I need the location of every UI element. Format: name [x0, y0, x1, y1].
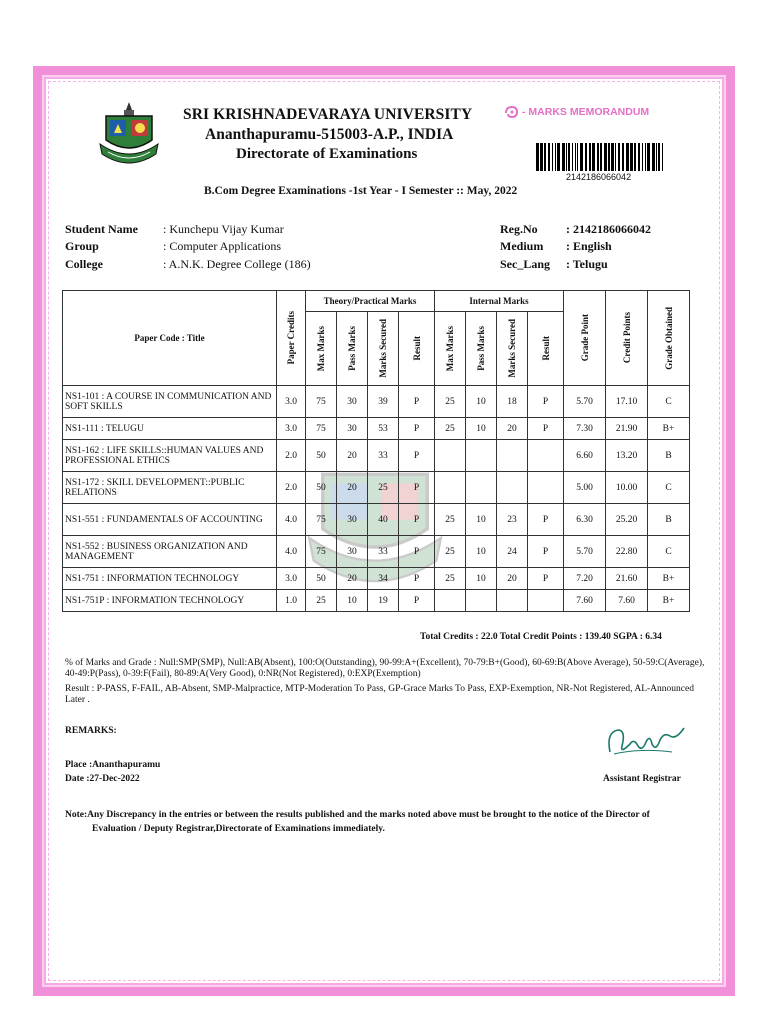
table-row: [63, 440, 690, 472]
internal-secured-cell: [497, 472, 528, 504]
credit-points-cell: 25.20: [606, 504, 648, 536]
credits-cell: 4.0: [277, 536, 306, 568]
barcode-bar: [562, 143, 565, 171]
barcode-number: 2142186066042: [566, 172, 632, 182]
internal-pass-cell: [466, 590, 497, 612]
university-logo: [96, 100, 162, 170]
internal-result-cell: P: [528, 504, 564, 536]
internal-pass-cell: 10: [466, 568, 497, 590]
internal-result-cell: [528, 472, 564, 504]
result-legend: Result : P-PASS, F-FAIL, AB-Absent, SMP-Malpractice, MTP-Moderation To Pass, GP-Grace Marks To Pass, EXP-Exemption, NR-Not Registered, AL-Announced Later .: [65, 684, 694, 705]
grade-point-cell: 7.60: [564, 590, 606, 612]
credit-points-cell: 13.20: [606, 440, 648, 472]
internal-result-cell: P: [528, 568, 564, 590]
barcode-bar: [604, 143, 607, 171]
grade-cell: C: [648, 536, 690, 568]
signature: [600, 722, 690, 762]
theory-header: Theory/Practical Marks: [306, 291, 435, 312]
title-header: Paper Code : Title: [63, 291, 277, 386]
credit-points-cell: 10.00: [606, 472, 648, 504]
internal-pass-cell: 10: [466, 386, 497, 418]
internal-secured-header: Marks Secured: [507, 319, 517, 378]
internal-max-cell: [435, 440, 466, 472]
note-line-2: Evaluation / Deputy Registrar,Directorate of Examinations immediately.: [92, 824, 385, 834]
theory-pass-cell: 30: [337, 504, 368, 536]
barcode-bar: [622, 143, 624, 171]
barcode-bar: [555, 143, 556, 171]
theory-secured-cell: 25: [368, 472, 399, 504]
barcode-bar: [662, 143, 663, 171]
internal-secured-cell: 20: [497, 418, 528, 440]
paper-title-cell: NS1-751P : INFORMATION TECHNOLOGY: [63, 590, 277, 612]
internal-secured-cell: 24: [497, 536, 528, 568]
theory-result-cell: P: [399, 590, 435, 612]
theory-max-cell: 25: [306, 590, 337, 612]
barcode-bar: [552, 143, 553, 171]
theory-result-cell: P: [399, 568, 435, 590]
internal-pass-cell: [466, 472, 497, 504]
seclang-label: Sec_Lang: [500, 257, 551, 271]
barcode-bar: [536, 143, 539, 171]
table-row: [63, 590, 690, 612]
internal-pass-cell: 10: [466, 536, 497, 568]
theory-result-cell: P: [399, 386, 435, 418]
barcode-bar: [548, 143, 550, 171]
table-row: [63, 568, 690, 590]
theory-result-cell: P: [399, 418, 435, 440]
barcode-bar: [656, 143, 657, 171]
grade-obtained-header: Grade Obtained: [663, 306, 674, 370]
barcode-bar: [600, 143, 602, 171]
internal-secured-cell: [497, 440, 528, 472]
barcode-bar: [647, 143, 650, 171]
barcode-bar: [615, 143, 616, 171]
theory-pass-cell: 20: [337, 568, 368, 590]
internal-result-cell: [528, 590, 564, 612]
internal-secured-cell: 18: [497, 386, 528, 418]
internal-pass-cell: 10: [466, 504, 497, 536]
internal-secured-cell: [497, 590, 528, 612]
paper-title-cell: NS1-101 : A COURSE IN COMMUNICATION AND SOFT SKILLS: [63, 386, 277, 418]
internal-max-cell: 25: [435, 536, 466, 568]
grade-point-cell: 6.30: [564, 504, 606, 536]
credits-cell: 3.0: [277, 386, 306, 418]
internal-pass-cell: 10: [466, 418, 497, 440]
barcode-bar: [658, 143, 660, 171]
theory-secured-cell: 33: [368, 440, 399, 472]
credits-cell: 1.0: [277, 590, 306, 612]
theory-pass-cell: 30: [337, 536, 368, 568]
barcode-bar: [618, 143, 620, 171]
theory-result-cell: P: [399, 536, 435, 568]
barcode-bar: [568, 143, 570, 171]
paper-title-cell: NS1-111 : TELUGU: [63, 418, 277, 440]
barcode-bar: [652, 143, 655, 171]
internal-max-cell: 25: [435, 386, 466, 418]
barcode-icon: [536, 143, 665, 171]
credits-cell: 3.0: [277, 568, 306, 590]
theory-pass-cell: 10: [337, 590, 368, 612]
internal-pass-header: Pass Marks: [476, 326, 486, 371]
date-line: Date :27-Dec-2022: [65, 774, 140, 784]
paper-title-cell: NS1-751 : INFORMATION TECHNOLOGY: [63, 568, 277, 590]
internal-result-cell: P: [528, 418, 564, 440]
college-value: : A.N.K. Degree College (186): [163, 257, 311, 271]
theory-max-cell: 75: [306, 418, 337, 440]
barcode-bar: [630, 143, 633, 171]
grade-cell: B: [648, 440, 690, 472]
credit-points-cell: 21.60: [606, 568, 648, 590]
theory-result-cell: P: [399, 504, 435, 536]
paper-title-cell: NS1-551 : FUNDAMENTALS OF ACCOUNTING: [63, 504, 277, 536]
grade-point-cell: 5.70: [564, 386, 606, 418]
theory-pass-cell: 30: [337, 418, 368, 440]
theory-max-cell: 75: [306, 386, 337, 418]
theory-max-cell: 50: [306, 472, 337, 504]
college-label: College: [65, 257, 103, 271]
barcode-bar: [642, 143, 643, 171]
table-row: [63, 536, 690, 568]
grade-point-cell: 5.70: [564, 536, 606, 568]
grade-cell: C: [648, 386, 690, 418]
place-line: Place :Ananthapuramu: [65, 760, 161, 770]
signatory-title: Assistant Registrar: [603, 774, 681, 784]
theory-result-header: Result: [411, 336, 422, 361]
theory-secured-cell: 53: [368, 418, 399, 440]
theory-secured-cell: 39: [368, 386, 399, 418]
theory-result-cell: P: [399, 440, 435, 472]
grade-cell: B+: [648, 590, 690, 612]
telugu-glyph-icon: [504, 105, 520, 119]
table-row: [63, 418, 690, 440]
internal-max-cell: 25: [435, 418, 466, 440]
theory-max-cell: 75: [306, 504, 337, 536]
student-name-label: Student Name: [65, 222, 139, 236]
group-value: : Computer Applications: [163, 239, 281, 253]
marks-memorandum-label: - MARKS MEMORANDUM: [522, 106, 650, 118]
regno-label: Reg.No: [500, 222, 538, 236]
barcode-bar: [577, 143, 578, 171]
theory-result-cell: P: [399, 472, 435, 504]
table-row: [63, 504, 690, 536]
internal-result-cell: P: [528, 386, 564, 418]
theory-pass-cell: 30: [337, 386, 368, 418]
internal-result-header: Result: [540, 336, 551, 361]
barcode-bar: [557, 143, 560, 171]
grade-point-cell: 5.00: [564, 472, 606, 504]
theory-secured-cell: 34: [368, 568, 399, 590]
barcode-bar: [634, 143, 636, 171]
paper-title-cell: NS1-552 : BUSINESS ORGANIZATION AND MANAGEMENT: [63, 536, 277, 568]
theory-max-cell: 50: [306, 440, 337, 472]
paper-title-cell: NS1-162 : LIFE SKILLS::HUMAN VALUES AND PROFESSIONAL ETHICS: [63, 440, 277, 472]
barcode-bar: [592, 143, 595, 171]
credit-points-cell: 22.80: [606, 536, 648, 568]
credit-points-cell: 21.90: [606, 418, 648, 440]
internal-result-cell: [528, 440, 564, 472]
table-row: [63, 386, 690, 418]
credits-cell: 4.0: [277, 504, 306, 536]
grade-cell: B: [648, 504, 690, 536]
table-row: [63, 472, 690, 504]
theory-secured-cell: 33: [368, 536, 399, 568]
theory-max-cell: 75: [306, 536, 337, 568]
barcode-bar: [608, 143, 610, 171]
grade-cell: C: [648, 472, 690, 504]
university-address: Ananthapuramu-515003-A.P., INDIA: [205, 126, 454, 143]
theory-secured-cell: 40: [368, 504, 399, 536]
theory-secured-cell: 19: [368, 590, 399, 612]
grade-legend: % of Marks and Grade : Null:SMP(SMP), Null:AB(Absent), 100:O(Outstanding), 90-99:A+(Excellent), 70-79:B+(Good), 60-69:B(Above Average), 50-59:C(Average), 40-49:P(Pass), 0-39:F(Fail), 80-89:A(Very Good), 0:NR(Not Registered), 0:EXP(Exemption): [65, 658, 705, 679]
note-line-1: Note:Any Discrepancy in the entries or between the results published and the marks noted above must be brought to the notice of the Director of: [65, 810, 650, 820]
theory-pass-header: Pass Marks: [347, 326, 357, 371]
seclang-value: : Telugu: [566, 257, 608, 271]
barcode-bar: [575, 143, 576, 171]
medium-label: Medium: [500, 239, 544, 253]
internal-secured-cell: 23: [497, 504, 528, 536]
internal-result-cell: P: [528, 536, 564, 568]
group-label: Group: [65, 239, 99, 253]
credit-points-cell: 7.60: [606, 590, 648, 612]
barcode-bar: [611, 143, 614, 171]
theory-max-header: Max Marks: [316, 325, 326, 372]
credits-cell: 2.0: [277, 440, 306, 472]
student-name-value: : Kunchepu Vijay Kumar: [163, 222, 284, 236]
grade-point-cell: 7.20: [564, 568, 606, 590]
credits-cell: 3.0: [277, 418, 306, 440]
theory-pass-cell: 20: [337, 472, 368, 504]
university-name: SRI KRISHNADEVARAYA UNIVERSITY: [183, 106, 473, 123]
barcode-bar: [626, 143, 629, 171]
internal-max-cell: 25: [435, 504, 466, 536]
internal-max-cell: [435, 472, 466, 504]
internal-max-cell: [435, 590, 466, 612]
regno-value: : 2142186066042: [566, 222, 651, 236]
barcode-bar: [597, 143, 599, 171]
grade-point-cell: 6.60: [564, 440, 606, 472]
credit-points-cell: 17.10: [606, 386, 648, 418]
barcode-bar: [585, 143, 587, 171]
credit-points-header: Credit Points: [621, 312, 632, 364]
grade-point-cell: 7.30: [564, 418, 606, 440]
barcode-bar: [572, 143, 573, 171]
theory-secured-header: Marks Secured: [378, 319, 388, 378]
exam-title: B.Com Degree Examinations -1st Year - I Semester :: May, 2022: [204, 185, 518, 197]
credits-header: Paper Credits: [286, 311, 296, 365]
totals-line: Total Credits : 22.0 Total Credit Points : 139.40 SGPA : 6.34: [420, 632, 662, 642]
theory-max-cell: 50: [306, 568, 337, 590]
internal-pass-cell: [466, 440, 497, 472]
barcode-bar: [638, 143, 640, 171]
internal-max-cell: 25: [435, 568, 466, 590]
grade-cell: B+: [648, 568, 690, 590]
medium-value: : English: [566, 239, 612, 253]
internal-max-header: Max Marks: [445, 325, 455, 372]
credits-cell: 2.0: [277, 472, 306, 504]
internal-header: Internal Marks: [435, 291, 564, 312]
marks-table: [62, 290, 690, 612]
barcode-bar: [540, 143, 543, 171]
paper-title-cell: NS1-172 : SKILL DEVELOPMENT::PUBLIC RELATIONS: [63, 472, 277, 504]
barcode-bar: [589, 143, 591, 171]
barcode-bar: [645, 143, 646, 171]
grade-cell: B+: [648, 418, 690, 440]
internal-secured-cell: 20: [497, 568, 528, 590]
grade-point-header: Grade Point: [579, 314, 590, 362]
barcode-bar: [566, 143, 567, 171]
barcode-bar: [544, 143, 546, 171]
remarks-label: REMARKS:: [65, 726, 117, 736]
theory-pass-cell: 20: [337, 440, 368, 472]
directorate-title: Directorate of Examinations: [236, 146, 418, 162]
barcode-bar: [580, 143, 583, 171]
